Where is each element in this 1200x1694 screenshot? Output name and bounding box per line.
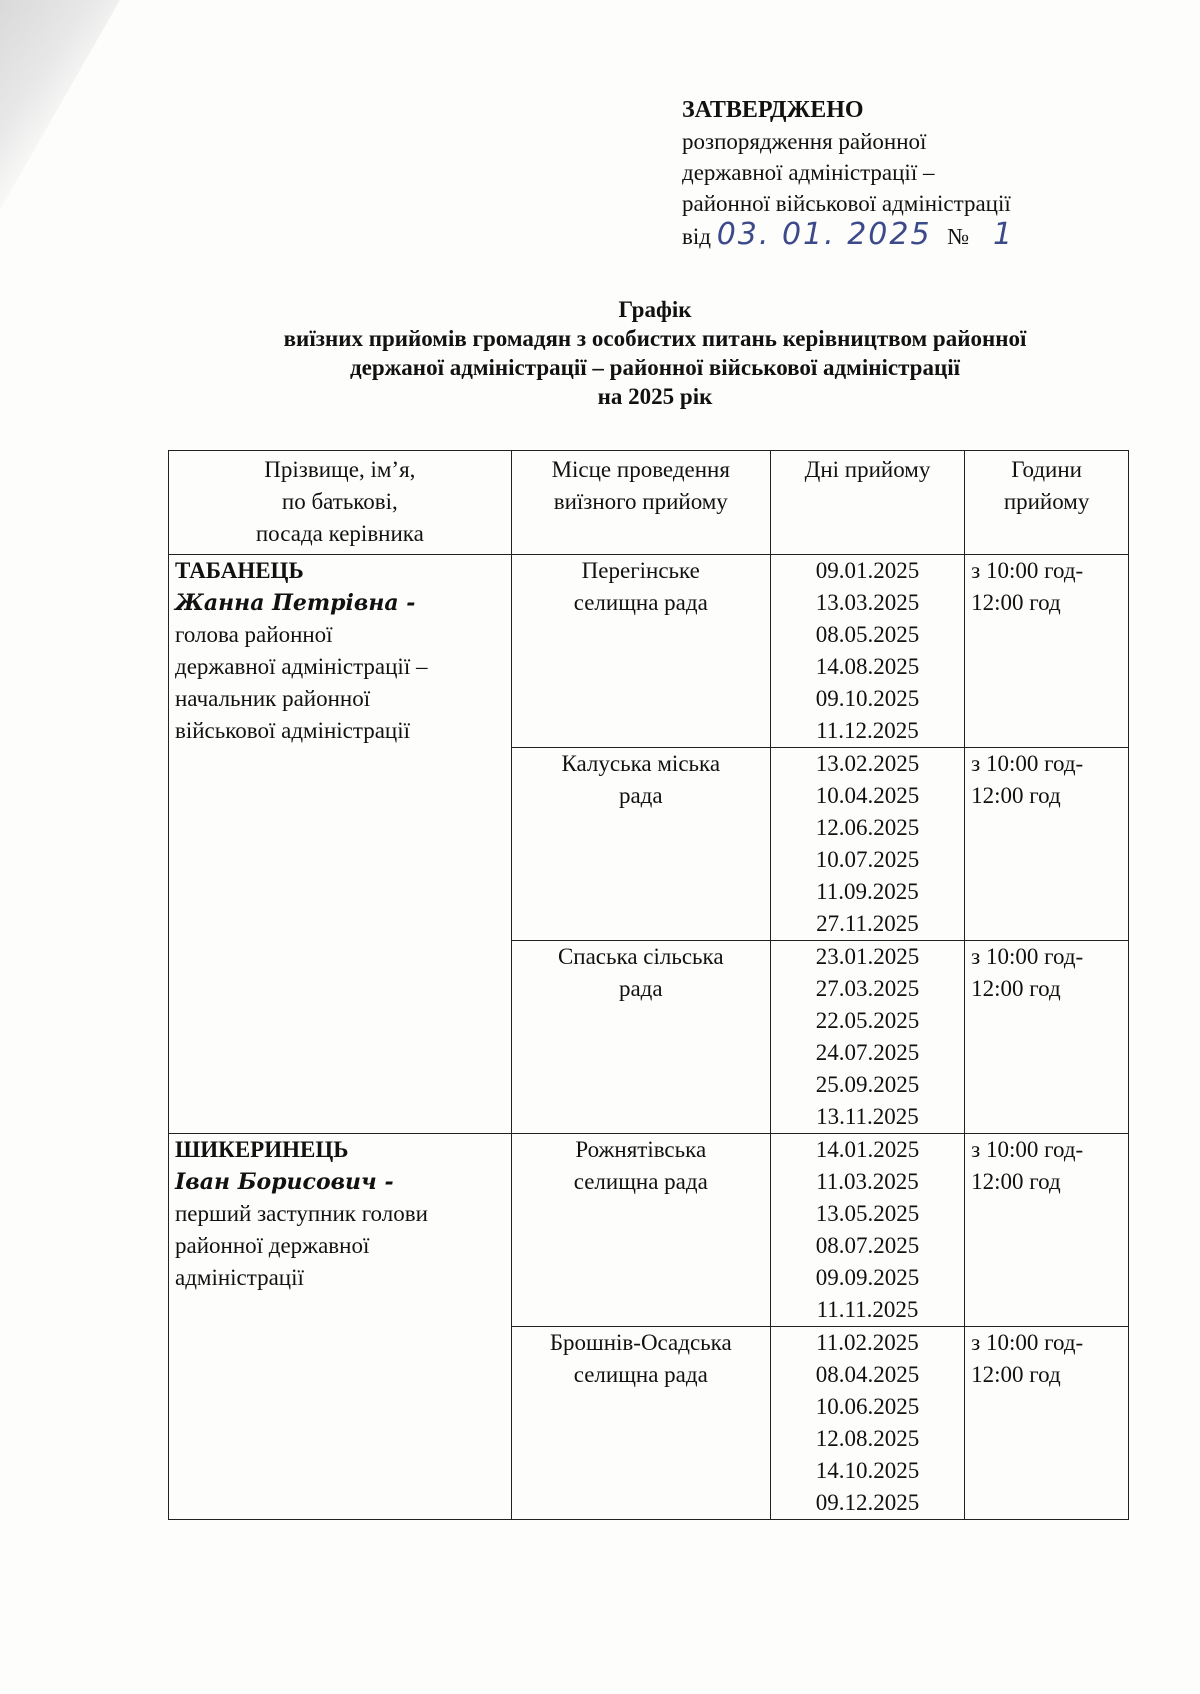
dates-cell: 23.01.2025 27.03.2025 22.05.2025 24.07.2025 25.09.2025 13.11.2025 <box>770 941 964 1134</box>
table-header-row <box>169 451 1129 555</box>
from-label: від <box>682 224 711 249</box>
dates-cell: 13.02.2025 10.04.2025 12.06.2025 10.07.2025 11.09.2025 27.11.2025 <box>770 748 964 941</box>
place-cell: Брошнів-Осадська селищна рада <box>511 1327 770 1520</box>
number-label: № <box>947 224 970 249</box>
leader-name: Іван Борисович - <box>175 1169 394 1195</box>
handwritten-date: 03. 01. 2025 <box>716 217 932 252</box>
leader-name: Жанна Петрівна - <box>175 590 416 616</box>
hours-cell: з 10:00 год- 12:00 год <box>965 941 1129 1134</box>
approval-line-1: розпорядження районної <box>682 129 927 154</box>
leader-position-line: районної державної <box>175 1233 370 1258</box>
place-cell: Перегінське селищна рада <box>511 555 770 748</box>
leader-position-line: військової адміністрації <box>175 718 410 743</box>
header-hours: Години прийому <box>965 451 1129 555</box>
hours-cell: з 10:00 год- 12:00 год <box>965 748 1129 941</box>
approval-line-3: районної військової адміністрації <box>682 191 1011 216</box>
leader-position-line: начальник районної <box>175 686 371 711</box>
approval-caption: ЗАТВЕРДЖЕНО <box>682 97 864 123</box>
leader-position-line: адміністрації <box>175 1265 304 1290</box>
title-line-3: держаної адміністрації – районної військової адміністрації <box>350 355 960 380</box>
handwritten-number: 1 <box>993 217 1015 252</box>
place-cell: Рожнятівська селищна рада <box>511 1134 770 1327</box>
dates-cell: 11.02.2025 08.04.2025 10.06.2025 12.08.2025 14.10.2025 09.12.2025 <box>770 1327 964 1520</box>
table-row <box>169 555 1129 748</box>
title-line-1: Графік <box>618 297 692 322</box>
leader-surname: ШИКЕРИНЕЦЬ <box>175 1137 349 1162</box>
leader-cell <box>169 555 512 1134</box>
approval-stamp-block <box>682 95 1122 252</box>
hours-cell: з 10:00 год- 12:00 год <box>965 1134 1129 1327</box>
schedule-table <box>168 450 1129 1520</box>
leader-position-line: перший заступник голови <box>175 1201 428 1226</box>
approval-date-line <box>682 219 1122 252</box>
header-place: Місце проведення виїзного прийому <box>511 451 770 555</box>
header-name: Прізвище, ім’я, по батькові, посада керівника <box>169 451 512 555</box>
title-line-4: на 2025 рік <box>597 384 713 409</box>
leader-surname: ТАБАНЕЦЬ <box>175 558 304 583</box>
leader-position-line: державної адміністрації – <box>175 654 428 679</box>
leader-cell <box>169 1134 512 1520</box>
hours-cell: з 10:00 год- 12:00 год <box>965 1327 1129 1520</box>
table-row <box>169 1134 1129 1327</box>
place-cell: Спаська сільська рада <box>511 941 770 1134</box>
document-title <box>165 295 1145 411</box>
dates-cell: 09.01.2025 13.03.2025 08.05.2025 14.08.2025 09.10.2025 11.12.2025 <box>770 555 964 748</box>
scan-shadow <box>0 0 120 210</box>
title-line-2: виїзних прийомів громадян з особистих питань керівництвом районної <box>283 326 1027 351</box>
hours-cell: з 10:00 год- 12:00 год <box>965 555 1129 748</box>
place-cell: Калуська міська рада <box>511 748 770 941</box>
approval-line-2: державної адміністрації – <box>682 160 935 185</box>
leader-position-line: голова районної <box>175 622 333 647</box>
dates-cell: 14.01.2025 11.03.2025 13.05.2025 08.07.2025 09.09.2025 11.11.2025 <box>770 1134 964 1327</box>
header-days: Дні прийому <box>770 451 964 555</box>
